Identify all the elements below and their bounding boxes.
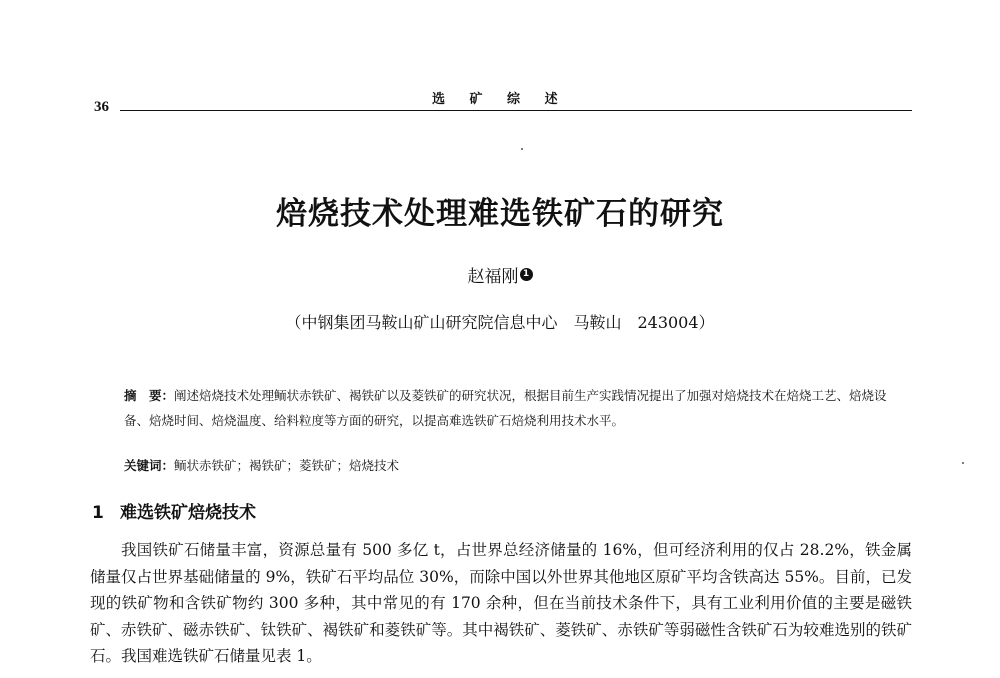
- author-affiliation: （中钢集团马鞍山矿山研究院信息中心 马鞍山 243004）: [285, 313, 715, 332]
- section-title: 难选铁矿焙烧技术: [120, 503, 256, 523]
- article-title: 焙烧技术处理难选铁矿石的研究: [276, 196, 724, 232]
- abstract-text: 阐述焙烧技术处理鲕状赤铁矿、褐铁矿以及菱铁矿的研究状况，根据目前生产实践情况提出了加强对焙烧技术在焙烧工艺、焙烧设备、焙烧时间、焙烧温度、给料粒度等方面的研究，以提高难选铁矿石焙烧利用技术水平。: [124, 388, 887, 428]
- keywords-label: 关键词：: [124, 458, 175, 473]
- scan-speck: [521, 148, 523, 150]
- scan-speck: [962, 462, 964, 464]
- abstract: [124, 383, 894, 433]
- page-number: 36: [94, 99, 109, 115]
- footnote-marker: 1: [520, 268, 533, 281]
- abstract-label: 摘 要：: [124, 388, 175, 403]
- body-paragraph: 我国铁矿石储量丰富，资源总量有 500 多亿 t，占世界总经济储量的 16%，但可经济利用的仅占 28.2%，铁金属储量仅占世界基础储量的 9%，铁矿石平均品位 30%，而除中国以外世界其他地区原矿平均含铁高达 55%。目前，已发现的铁矿物和含铁矿物约 300 多种，其中常见的有 170 余种，但在当前技术条件下，具有工业利用价值的主要是磁铁矿、赤铁矿、磁赤铁矿、钛铁矿、褐铁矿和菱铁矿等。其中褐铁矿、菱铁矿、赤铁矿等弱磁性含铁矿石为较难选别的铁矿石。我国难选铁矿石储量见表 1。: [90, 541, 912, 665]
- author-name: 赵福刚: [467, 267, 519, 287]
- section-heading: [92, 498, 256, 523]
- header-rule: [120, 110, 912, 111]
- section-number: 1: [92, 503, 104, 523]
- author-line: [0, 262, 1000, 287]
- keywords-text: 鲕状赤铁矿；褐铁矿；菱铁矿；焙烧技术: [174, 458, 400, 473]
- running-header-section: 选 矿 综 述: [432, 92, 568, 107]
- keywords: [124, 455, 894, 477]
